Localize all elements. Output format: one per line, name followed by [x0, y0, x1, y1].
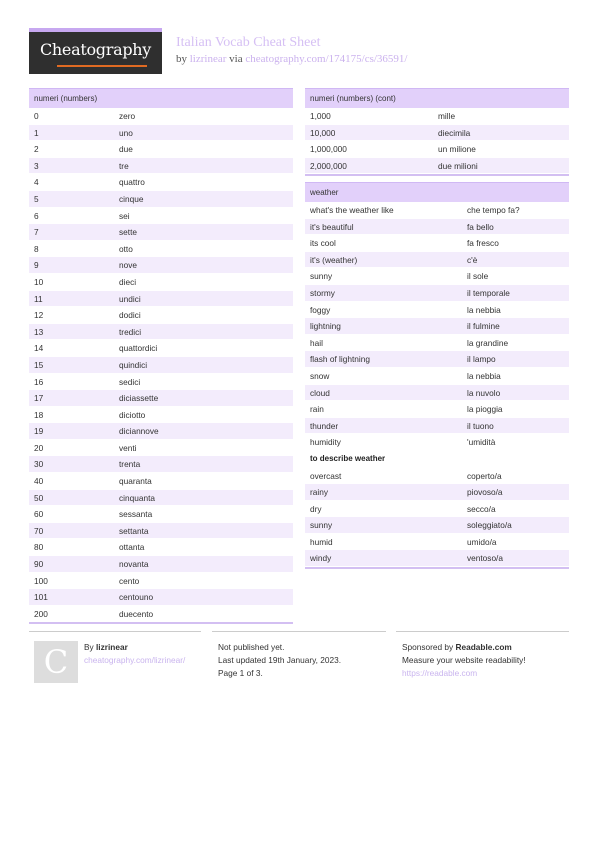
- footer-author-name: lizrinear: [96, 642, 128, 652]
- table-row: [29, 141, 293, 158]
- table-row: [29, 374, 293, 391]
- translation-cell: uno: [119, 127, 133, 138]
- term-cell: 7: [34, 227, 39, 238]
- term-cell: cloud: [310, 387, 330, 398]
- author-link[interactable]: lizrinear: [189, 53, 227, 65]
- table-row: [305, 202, 569, 219]
- table-row: [29, 539, 293, 556]
- translation-cell: sei: [119, 210, 130, 221]
- avatar-letter: C: [43, 643, 69, 681]
- term-cell: dry: [310, 503, 322, 514]
- translation-cell: mille: [438, 111, 456, 121]
- weather-subheading: to describe weather: [310, 453, 386, 463]
- translation-cell: la nuvolo: [467, 387, 501, 398]
- term-cell: 10,000: [310, 127, 336, 138]
- translation-cell: tre: [119, 160, 129, 171]
- term-cell: it's (weather): [310, 254, 358, 265]
- table-row: [305, 285, 569, 302]
- term-cell: humidity: [310, 437, 341, 448]
- weather-panel: [305, 182, 569, 569]
- translation-cell: dieci: [119, 276, 137, 287]
- translation-cell: trenta: [119, 459, 141, 470]
- sponsor-name: Readable.com: [455, 642, 512, 652]
- translation-cell: otto: [119, 243, 133, 254]
- translation-cell: due milioni: [438, 160, 478, 171]
- translation-cell: nove: [119, 260, 137, 271]
- table-row: [29, 407, 293, 424]
- publish-status: Not published yet.: [218, 642, 285, 652]
- table-row: [305, 351, 569, 368]
- term-cell: 15: [34, 359, 44, 370]
- translation-cell: il fulmine: [467, 321, 500, 332]
- translation-cell: ottanta: [119, 542, 145, 553]
- table-row: [305, 385, 569, 402]
- logo-text: Cheatography: [39, 40, 152, 59]
- term-cell: 3: [34, 160, 39, 171]
- translation-cell: un milione: [438, 144, 476, 155]
- term-cell: 10: [34, 276, 44, 287]
- term-cell: hail: [310, 337, 323, 348]
- sponsor-label: Sponsored by: [402, 642, 454, 652]
- term-cell: 6: [34, 210, 39, 221]
- table-row: [29, 340, 293, 357]
- table-row: [29, 490, 293, 507]
- translation-cell: sette: [119, 227, 137, 238]
- term-cell: 90: [34, 559, 44, 570]
- last-updated: Last updated 19th January, 2023.: [218, 655, 342, 665]
- translation-cell: settanta: [119, 525, 149, 536]
- table-row: [29, 473, 293, 490]
- byline: [176, 53, 407, 65]
- translation-cell: la grandine: [467, 337, 509, 348]
- table-row: [305, 484, 569, 501]
- weather-rows: [305, 202, 569, 451]
- table-row: [29, 191, 293, 208]
- term-cell: 2: [34, 144, 39, 155]
- table-row: [305, 468, 569, 485]
- translation-cell: la pioggia: [467, 404, 503, 415]
- table-row: [305, 418, 569, 435]
- term-cell: 70: [34, 525, 44, 536]
- translation-cell: quindici: [119, 359, 148, 370]
- term-cell: 60: [34, 509, 44, 520]
- term-cell: 11: [34, 293, 43, 304]
- numbers-heading: numeri (numbers): [29, 88, 293, 108]
- translation-cell: la nebbia: [467, 304, 501, 315]
- translation-cell: il lampo: [467, 354, 496, 365]
- sponsor-link[interactable]: https://readable.com: [402, 668, 478, 678]
- term-cell: rain: [310, 404, 324, 415]
- table-row: [29, 606, 293, 623]
- by-label: by: [176, 53, 187, 65]
- weather-adjective-rows: [305, 468, 569, 568]
- term-cell: 2,000,000: [310, 160, 347, 171]
- table-row: [305, 252, 569, 269]
- translation-cell: dodici: [119, 310, 141, 321]
- table-row: [29, 556, 293, 573]
- translation-cell: centouno: [119, 592, 154, 603]
- table-row: [29, 291, 293, 308]
- term-cell: overcast: [310, 470, 342, 481]
- term-cell: 1,000,000: [310, 144, 347, 155]
- translation-cell: diciotto: [119, 409, 146, 420]
- table-row: [29, 357, 293, 374]
- translation-cell: ventoso/a: [467, 553, 503, 564]
- translation-cell: due: [119, 144, 133, 155]
- term-cell: 1: [34, 127, 39, 138]
- term-cell: it's beautiful: [310, 221, 354, 232]
- translation-cell: piovoso/a: [467, 487, 503, 498]
- translation-cell: cinquanta: [119, 492, 155, 503]
- table-row: [29, 241, 293, 258]
- table-row: [29, 274, 293, 291]
- translation-cell: sessanta: [119, 509, 153, 520]
- term-cell: lightning: [310, 321, 341, 332]
- page-header: [29, 28, 569, 74]
- translation-cell: duecento: [119, 608, 154, 619]
- table-row: [305, 141, 569, 158]
- translation-cell: diciannove: [119, 426, 159, 437]
- table-row: [305, 368, 569, 385]
- term-cell: humid: [310, 536, 333, 547]
- table-row: [305, 108, 569, 125]
- translation-cell: fa fresco: [467, 238, 499, 249]
- translation-cell: c'è: [467, 254, 478, 265]
- translation-cell: cento: [119, 575, 140, 586]
- numbers-cont-table: [305, 108, 569, 176]
- table-row: [305, 219, 569, 236]
- table-row: [305, 501, 569, 518]
- numbers-cont-heading: numeri (numbers) (cont): [305, 88, 569, 108]
- table-row: [29, 573, 293, 590]
- term-cell: 8: [34, 243, 39, 254]
- table-row: [305, 318, 569, 335]
- term-cell: thunder: [310, 420, 339, 431]
- table-row: [29, 440, 293, 457]
- translation-cell: novanta: [119, 559, 149, 570]
- weather-heading: weather: [305, 182, 569, 202]
- translation-cell: tredici: [119, 326, 142, 337]
- table-row: [29, 108, 293, 125]
- translation-cell: secco/a: [467, 503, 496, 514]
- translation-cell: 'umidità: [467, 437, 496, 448]
- term-cell: 13: [34, 326, 44, 337]
- table-row: [305, 268, 569, 285]
- term-cell: its cool: [310, 238, 336, 249]
- translation-cell: quaranta: [119, 476, 152, 487]
- translation-cell: venti: [119, 442, 137, 453]
- translation-cell: umido/a: [467, 536, 497, 547]
- term-cell: 9: [34, 260, 39, 271]
- term-cell: 80: [34, 542, 44, 553]
- term-cell: 50: [34, 492, 44, 503]
- term-cell: 5: [34, 193, 39, 204]
- table-row: [305, 401, 569, 418]
- term-cell: 4: [34, 177, 39, 188]
- term-cell: 200: [34, 608, 48, 619]
- term-cell: sunny: [310, 520, 333, 531]
- term-cell: windy: [310, 553, 332, 564]
- term-cell: 19: [34, 426, 44, 437]
- translation-cell: quattordici: [119, 343, 158, 354]
- table-row: [29, 390, 293, 407]
- translation-cell: zero: [119, 111, 136, 121]
- footer-author-link[interactable]: cheatography.com/lizrinear/: [84, 655, 186, 665]
- term-cell: foggy: [310, 304, 331, 315]
- table-row: [29, 224, 293, 241]
- term-cell: what's the weather like: [310, 205, 394, 215]
- page-title[interactable]: Italian Vocab Cheat Sheet: [176, 35, 321, 50]
- translation-cell: fa bello: [467, 221, 494, 232]
- table-row: [29, 257, 293, 274]
- footer-by-label: By: [84, 642, 94, 652]
- term-cell: snow: [310, 370, 330, 381]
- term-cell: 1,000: [310, 111, 331, 121]
- table-row: [29, 158, 293, 175]
- table-row: [305, 235, 569, 252]
- table-row: [29, 125, 293, 142]
- term-cell: 101: [34, 592, 48, 603]
- translation-cell: il temporale: [467, 287, 510, 298]
- table-row: [305, 302, 569, 319]
- translation-cell: diciassette: [119, 393, 159, 404]
- table-row: [305, 550, 569, 567]
- term-cell: 14: [34, 343, 44, 354]
- term-cell: 30: [34, 459, 44, 470]
- term-cell: 17: [34, 393, 44, 404]
- term-cell: 20: [34, 442, 44, 453]
- translation-cell: cinque: [119, 193, 144, 204]
- term-cell: 40: [34, 476, 44, 487]
- table-row: [305, 434, 569, 451]
- table-row: [305, 335, 569, 352]
- table-row: [305, 534, 569, 551]
- numbers-table: [29, 108, 293, 624]
- table-row: [29, 307, 293, 324]
- term-cell: rainy: [310, 487, 328, 498]
- table-row: [29, 506, 293, 523]
- translation-cell: coperto/a: [467, 470, 502, 481]
- translation-cell: quattro: [119, 177, 145, 188]
- page-footer: [29, 631, 569, 691]
- table-row: [29, 523, 293, 540]
- table-row: [29, 208, 293, 225]
- term-cell: 16: [34, 376, 44, 387]
- table-row: [305, 158, 569, 175]
- translation-cell: il sole: [467, 271, 489, 282]
- table-row: [29, 589, 293, 606]
- table-row: [29, 423, 293, 440]
- term-cell: 18: [34, 409, 44, 420]
- translation-cell: il tuono: [467, 420, 494, 431]
- sheet-url-link[interactable]: cheatography.com/174175/cs/36591/: [245, 53, 408, 65]
- term-cell: 0: [34, 111, 39, 121]
- term-cell: flash of lightning: [310, 354, 370, 365]
- table-row: [305, 517, 569, 534]
- numbers-cont-panel: [305, 88, 569, 176]
- author-avatar: [34, 641, 78, 683]
- translation-cell: la nebbia: [467, 370, 501, 381]
- page-number: Page 1 of 3.: [218, 668, 263, 678]
- footer-status-column: [212, 631, 386, 691]
- table-row: [305, 125, 569, 142]
- footer-author-column: [29, 631, 201, 691]
- term-cell: 100: [34, 575, 48, 586]
- via-label: via: [229, 53, 243, 65]
- translation-cell: soleggiato/a: [467, 520, 512, 531]
- translation-cell: diecimila: [438, 127, 471, 138]
- term-cell: sunny: [310, 271, 333, 282]
- term-cell: stormy: [310, 287, 335, 298]
- translation-cell: sedici: [119, 376, 141, 387]
- weather-table: [305, 202, 569, 569]
- cheatography-logo[interactable]: [29, 28, 162, 74]
- sponsor-line: [402, 642, 512, 652]
- table-row: [29, 174, 293, 191]
- sponsor-tagline: Measure your website readability!: [402, 655, 526, 665]
- translation-cell: che tempo fa?: [467, 205, 520, 215]
- table-row: [29, 324, 293, 341]
- numbers-panel: [29, 88, 293, 624]
- footer-sponsor-column: [396, 631, 569, 691]
- term-cell: 12: [34, 310, 44, 321]
- footer-byline: [84, 642, 128, 652]
- table-row: [29, 456, 293, 473]
- logo-underline: [57, 65, 147, 67]
- translation-cell: undici: [119, 293, 141, 304]
